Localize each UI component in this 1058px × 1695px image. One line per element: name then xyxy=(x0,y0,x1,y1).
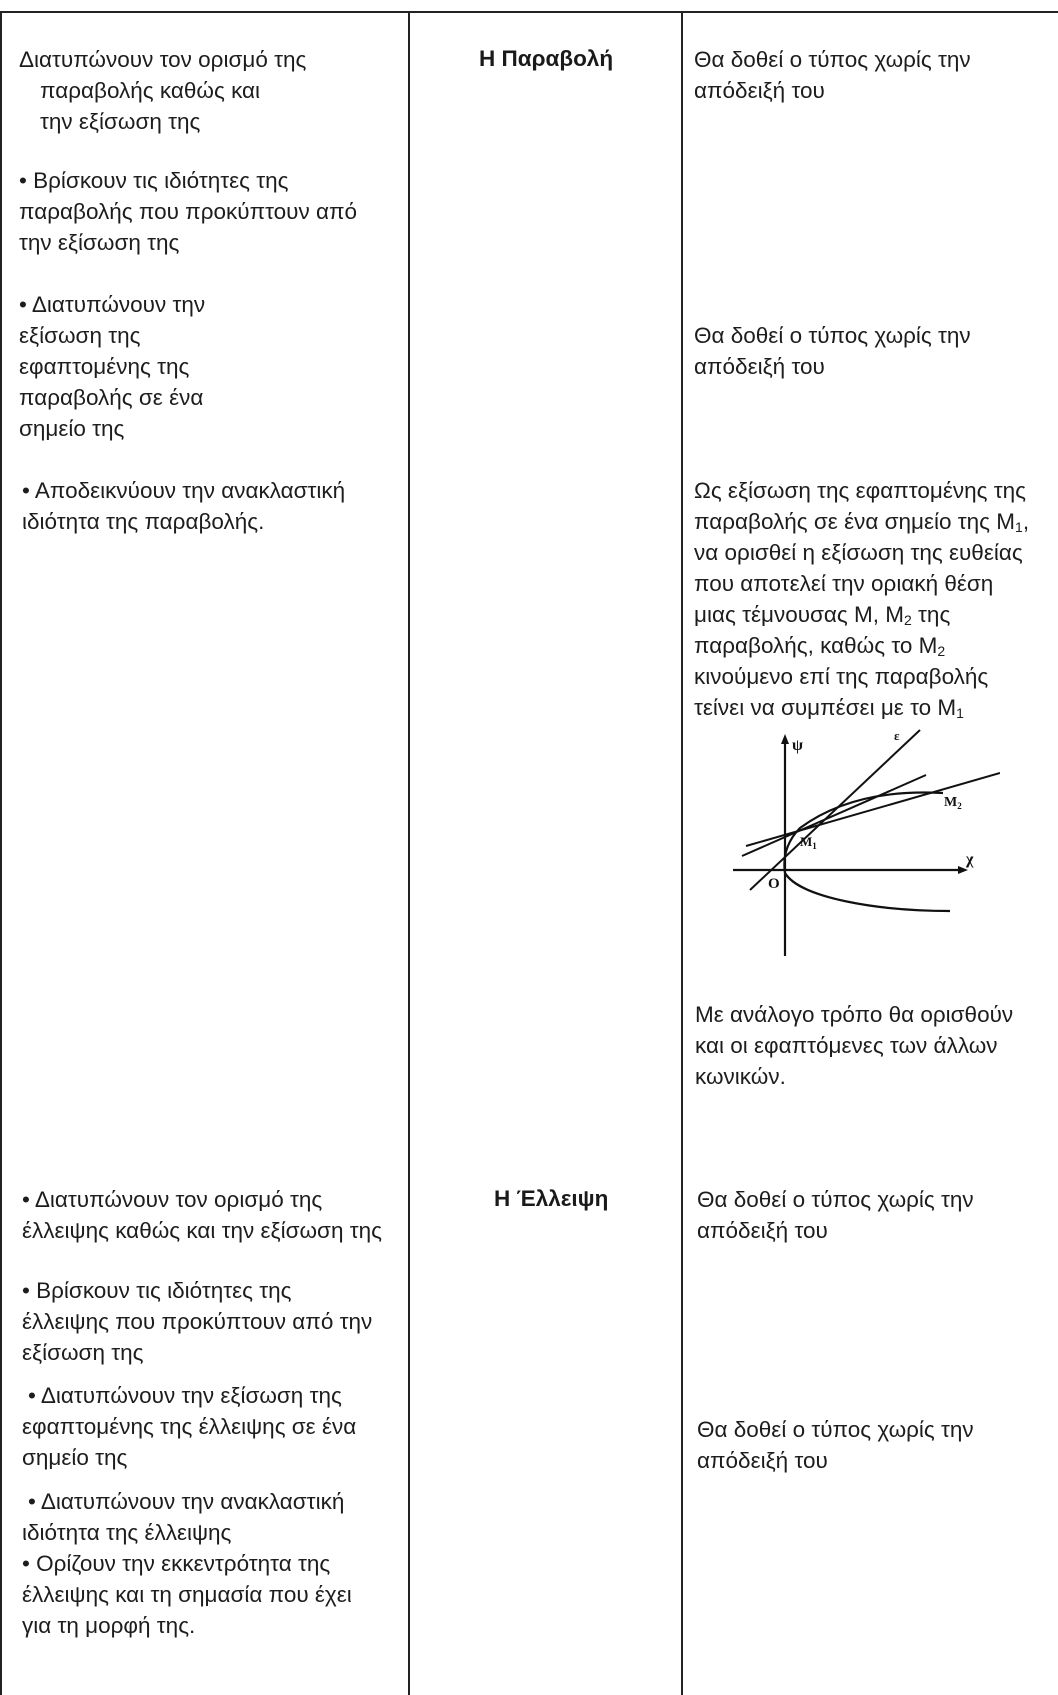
ellipse-note-formula xyxy=(697,1184,974,1246)
note-line: μιας τέμνουσας Μ, $M_2$ της xyxy=(694,602,951,628)
objective-line: • Ορίζουν την εκκεντρότητα της xyxy=(22,1551,331,1576)
note-line: Θα δοθεί ο τύπος χωρίς την xyxy=(697,1187,974,1212)
y-axis-arrow xyxy=(781,734,789,744)
parabola-tangent-figure xyxy=(728,728,1000,956)
objective-line: • Βρίσκουν τις ιδιότητες της xyxy=(22,1278,292,1303)
parabola-heading: Η Παραβολή xyxy=(479,46,614,71)
objective-line: εφαπτομένης της έλλειψης σε ένα xyxy=(22,1414,357,1439)
objective-line: παραβολής σε ένα xyxy=(19,385,204,410)
objective-line: παραβολής που προκύπτουν από xyxy=(19,199,358,224)
note-line: παραβολής, καθώς το $M_2$ xyxy=(694,633,946,659)
objective-line: την εξίσωση της xyxy=(19,230,180,255)
parabola-note-formula xyxy=(694,44,971,106)
note-line: Θα δοθεί ο τύπος χωρίς την xyxy=(694,47,971,72)
table-left-border xyxy=(0,11,2,1695)
parabola-objective-definition xyxy=(19,44,306,137)
objective-line: • Διατυπώνουν την ανακλαστική xyxy=(28,1489,345,1514)
parabola-objective-reflection xyxy=(22,475,345,537)
parabola-objective-tangent xyxy=(19,289,205,444)
tangent-label: ε xyxy=(894,728,900,743)
ellipse-note-tangent-formula xyxy=(697,1414,974,1476)
parabola-note-tangent-formula xyxy=(694,320,971,382)
note-line: Με ανάλογο τρόπο θα ορισθούν xyxy=(695,1002,1014,1027)
tangent-line-e xyxy=(750,730,920,890)
objective-line: έλλειψης και τη σημασία που έχει xyxy=(22,1582,352,1607)
table-top-border xyxy=(0,11,1058,13)
objective-line: σημείο της xyxy=(19,416,125,441)
objective-line: ιδιότητα της παραβολής. xyxy=(22,509,265,534)
ellipse-objective-definition xyxy=(22,1184,382,1246)
objective-line: ιδιότητα της έλλειψης xyxy=(22,1520,232,1545)
note-line: και οι εφαπτόμενες των άλλων xyxy=(695,1033,998,1058)
x-axis-label: χ xyxy=(966,851,974,868)
objective-line: για τη μορφή της. xyxy=(22,1613,196,1638)
note-line: τείνει να συμπέσει με το $M_1$ xyxy=(694,695,964,721)
secant-line xyxy=(742,775,926,856)
column-divider-1 xyxy=(408,11,410,1695)
note-line: απόδειξή του xyxy=(694,354,825,379)
ellipse-objective-tangent xyxy=(22,1380,356,1473)
objective-line: • Διατυπώνουν τον ορισμό της xyxy=(22,1187,323,1212)
objective-line: έλλειψης που προκύπτουν από την xyxy=(22,1309,373,1334)
note-line: Θα δοθεί ο τύπος χωρίς την xyxy=(694,323,971,348)
objective-line: • Διατυπώνουν την εξίσωση της xyxy=(28,1383,342,1408)
objective-line: Διατυπώνουν τον ορισμό της xyxy=(19,47,307,72)
objective-line: εφαπτομένης της xyxy=(19,354,190,379)
parabola-tangent-diagram xyxy=(728,728,1000,956)
origin-label: O xyxy=(768,876,780,892)
note-line: Ως εξίσωση της εφαπτομένης της xyxy=(694,478,1026,503)
objective-line: • Αποδεικνύουν την ανακλαστική xyxy=(22,478,346,503)
objective-line: εξίσωση της xyxy=(19,323,141,348)
objective-line: την εξίσωση της xyxy=(40,109,201,134)
objective-line: παραβολής καθώς και xyxy=(40,78,261,103)
note-line: να ορισθεί η εξίσωση της ευθείας xyxy=(694,540,1023,565)
objective-line: σημείο της xyxy=(22,1445,128,1470)
note-line: που αποτελεί την οριακή θέση xyxy=(694,571,994,596)
objective-line: εξίσωση της xyxy=(22,1340,144,1365)
ellipse-objective-eccentricity xyxy=(22,1548,352,1641)
objective-line: • Βρίσκουν τις ιδιότητες της xyxy=(19,168,289,193)
note-line: κωνικών. xyxy=(695,1064,786,1089)
note-line: κινούμενο επί της παραβολής xyxy=(694,664,989,689)
column-divider-2 xyxy=(681,11,683,1695)
parabola-objective-properties xyxy=(19,165,357,258)
point-m2-label: $M_2$ xyxy=(944,795,962,811)
point-m1-label: $M_1$ xyxy=(800,834,817,851)
ellipse-heading: Η Έλλειψη xyxy=(494,1186,609,1211)
note-line: Θα δοθεί ο τύπος χωρίς την xyxy=(697,1417,974,1442)
objective-line: • Διατυπώνουν την xyxy=(19,292,206,317)
note-line: απόδειξή του xyxy=(697,1448,828,1473)
parabola-note-other-conics xyxy=(695,999,1013,1092)
ellipse-objective-reflection xyxy=(22,1486,344,1548)
y-axis-label: ψ xyxy=(792,737,804,754)
note-line: απόδειξή του xyxy=(694,78,825,103)
parabola-note-tangent-definition xyxy=(694,475,1029,723)
note-line: απόδειξή του xyxy=(697,1218,828,1243)
ellipse-objective-properties xyxy=(22,1275,372,1368)
note-line: παραβολής σε ένα σημείο της $M_1$, xyxy=(694,509,1030,535)
objective-line: έλλειψης καθώς και την εξίσωση της xyxy=(22,1218,382,1243)
